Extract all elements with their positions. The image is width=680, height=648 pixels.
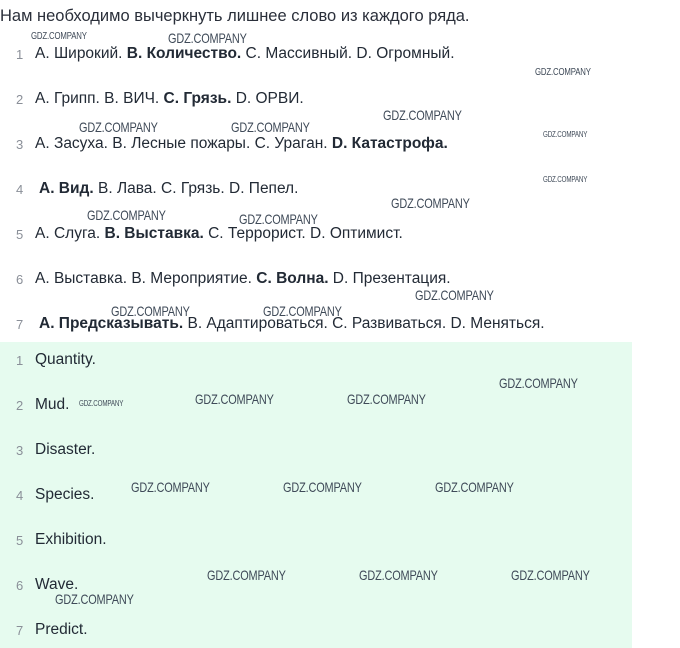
option-text: D. Презентация.	[328, 270, 451, 287]
row-number: 5	[16, 226, 24, 242]
watermark: GDZ.COMPANY	[111, 303, 190, 319]
answer-highlight: C. Грязь.	[163, 90, 232, 107]
watermark: GDZ.COMPANY	[168, 30, 247, 46]
watermark: GDZ.COMPANY	[391, 195, 470, 211]
watermark: GDZ.COMPANY	[435, 479, 514, 495]
option-text: A. Широкий.	[35, 45, 127, 62]
option-text: A. Засуха. B. Лесные пожары. C. Ураган.	[35, 135, 332, 152]
watermark: GDZ.COMPANY	[383, 107, 462, 123]
answer-number: 7	[16, 622, 24, 638]
row-number: 4	[16, 181, 24, 197]
watermark: GDZ.COMPANY	[499, 375, 578, 391]
row-number: 2	[16, 91, 24, 107]
watermark: GDZ.COMPANY	[195, 391, 274, 407]
watermark: GDZ.COMPANY	[231, 119, 310, 135]
row-number: 3	[16, 136, 24, 152]
row-text	[35, 135, 448, 153]
row-text	[35, 90, 304, 108]
row-text	[35, 270, 451, 288]
option-text: A. Грипп. B. ВИЧ.	[35, 90, 164, 107]
answer-number: 1	[16, 352, 24, 368]
answer-highlight: A. Предсказывать.	[39, 315, 184, 332]
option-text: C. Террорист. D. Оптимист.	[203, 225, 403, 242]
option-text: A. Слуга.	[35, 225, 105, 242]
option-text: B. Лава. C. Грязь. D. Пепел.	[93, 180, 299, 197]
answer-number: 6	[16, 577, 24, 593]
watermark: GDZ.COMPANY	[239, 211, 318, 227]
row-text	[39, 180, 298, 198]
answer-number: 2	[16, 397, 24, 413]
answer-number: 3	[16, 442, 24, 458]
exercise-heading: Нам необходимо вычеркнуть лишнее слово из каждого ряда.	[0, 7, 470, 25]
watermark: GDZ.COMPANY	[55, 591, 134, 607]
answer-highlight: C. Волна.	[256, 270, 329, 287]
answer-highlight: B. Количество.	[126, 45, 242, 62]
watermark: GDZ.COMPANY	[415, 287, 494, 303]
answer-text: Species.	[35, 486, 95, 503]
answer-text: Mud.	[35, 396, 70, 413]
watermark: GDZ.COMPANY	[79, 399, 124, 408]
watermark: GDZ.COMPANY	[263, 303, 342, 319]
answer-text: Disaster.	[35, 441, 96, 458]
watermark: GDZ.COMPANY	[31, 31, 87, 42]
watermark: GDZ.COMPANY	[543, 130, 588, 139]
row-number: 6	[16, 271, 24, 287]
watermark: GDZ.COMPANY	[87, 207, 166, 223]
answer-text: Predict.	[35, 621, 88, 638]
watermark: GDZ.COMPANY	[131, 479, 210, 495]
option-text: D. ОРВИ.	[231, 90, 304, 107]
answer-text: Quantity.	[35, 351, 96, 368]
row-number: 7	[16, 316, 24, 332]
option-text: C. Массивный. D. Огромный.	[241, 45, 455, 62]
watermark: GDZ.COMPANY	[511, 567, 590, 583]
row-text	[35, 45, 455, 63]
watermark: GDZ.COMPANY	[207, 567, 286, 583]
watermark: GDZ.COMPANY	[535, 67, 591, 78]
row-text	[35, 225, 403, 243]
answer-text: Wave.	[35, 576, 79, 593]
answer-number: 5	[16, 532, 24, 548]
watermark: GDZ.COMPANY	[347, 391, 426, 407]
option-text: A. Выставка. B. Мероприятие.	[35, 270, 257, 287]
answer-highlight: B. Выставка.	[104, 225, 204, 242]
watermark: GDZ.COMPANY	[283, 479, 362, 495]
answer-number: 4	[16, 487, 24, 503]
answer-highlight: A. Вид.	[39, 180, 94, 197]
answer-highlight: D. Катастрофа.	[331, 135, 448, 152]
answer-text: Exhibition.	[35, 531, 107, 548]
row-number: 1	[16, 46, 24, 62]
watermark: GDZ.COMPANY	[543, 175, 588, 184]
watermark: GDZ.COMPANY	[359, 567, 438, 583]
watermark: GDZ.COMPANY	[79, 119, 158, 135]
option-text: B. Адаптироваться. C. Развиваться. D. Меняться.	[183, 315, 545, 332]
